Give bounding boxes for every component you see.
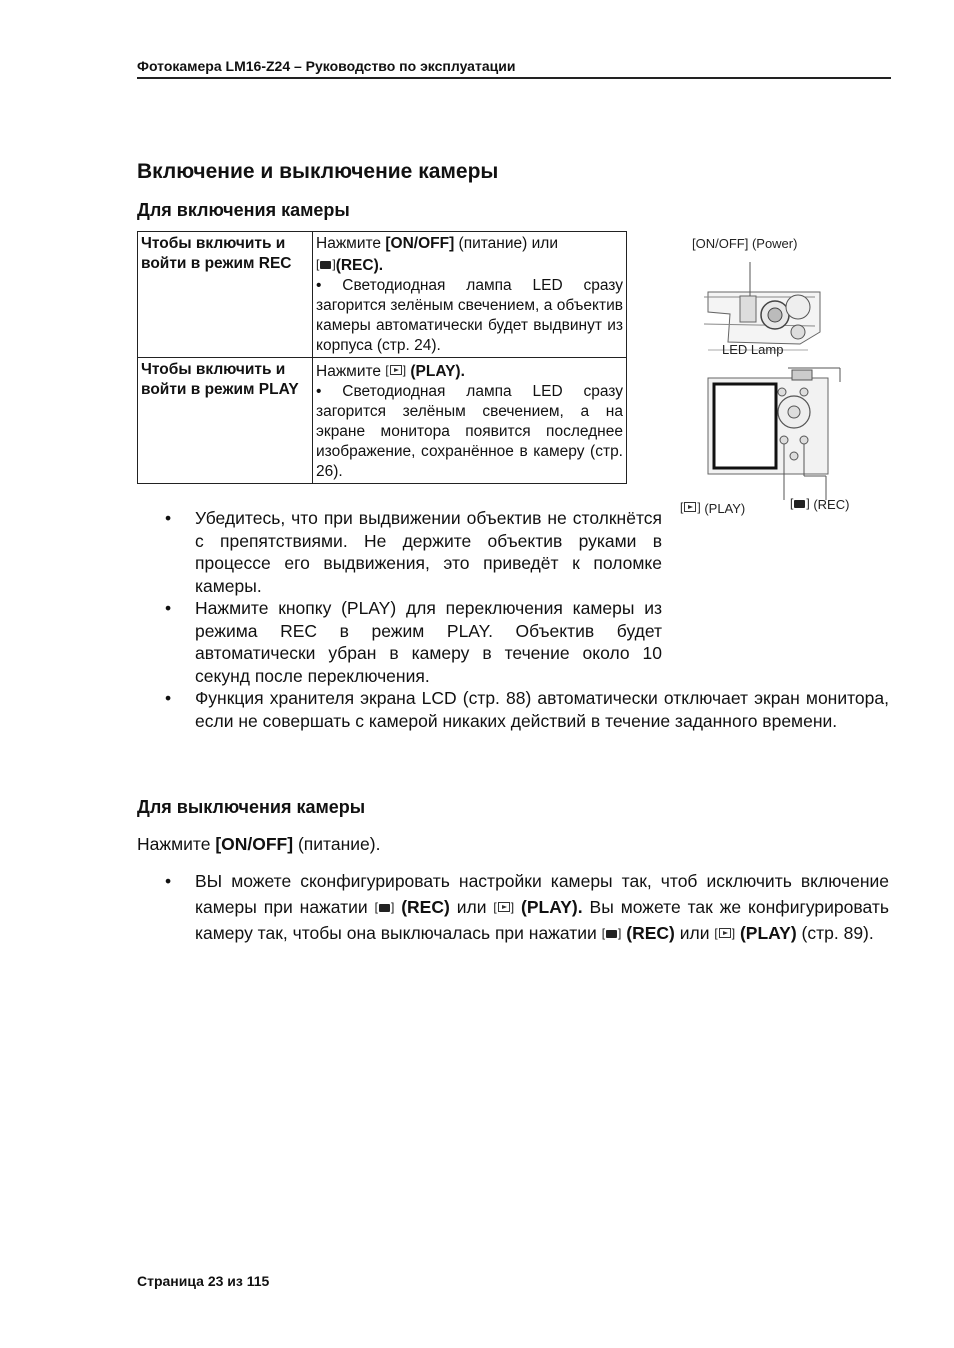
mode-label-rec: Чтобы включить и войти в режим REC xyxy=(138,232,313,358)
power-off-notes xyxy=(165,868,889,946)
list-item: • Функция хранителя экрана LCD (стр. 88) автоматически отключает экран монитора, если не совершать с камерой никаких действий в течение заданного времени. xyxy=(165,687,889,732)
list-item: • ВЫ можете сконфигурировать настройки камеры так, чтоб исключить включение камеры при нажатии [ ] (REC) или [ ] (PLAY). Вы можете так же конфигурировать камеру так, чтобы она выключалась при нажатии [ ] (REC) или [ ] (PLAY) (стр. 89). xyxy=(165,868,889,946)
power-off-instruction: Нажмите [ON/OFF] (питание). xyxy=(137,834,381,854)
camera-icon xyxy=(606,930,617,938)
mode-detail-play: • Светодиодная лампа LED сразу загорится зелёным свечением, а на экране монитора появится последнее изображение, сохранённое в камеру (стр. 26). xyxy=(316,383,623,480)
playback-icon xyxy=(719,928,731,938)
mode-instructions-play: Нажмите [ ] (PLAY). • Светодиодная лампа LED сразу загорится зелёным свечением, а на экране монитора появится последнее изображение, сохранённое в камеру (стр. 26). xyxy=(313,358,627,484)
mode-table xyxy=(137,231,627,484)
table-row xyxy=(138,358,627,484)
play-button-icon: [ ] xyxy=(385,363,407,377)
play-button-icon: [ ] xyxy=(493,900,515,914)
rec-button-icon: [ ] xyxy=(374,900,395,914)
led-lamp-label: LED Lamp xyxy=(722,342,784,357)
notes-list xyxy=(165,507,662,687)
power-label: [ON/OFF] (Power) xyxy=(692,236,798,251)
camera-icon xyxy=(379,904,390,912)
notes-list-wide xyxy=(165,687,889,732)
playback-icon xyxy=(390,365,402,375)
section-heading-power-off: Для выключения камеры xyxy=(137,797,366,817)
mode-detail-rec: • Светодиодная лампа LED сразу загорится зелёным свечением, а объектив камеры автоматически будет выдвинут из корпуса (стр. 24). xyxy=(316,277,623,354)
camera-drawing xyxy=(680,252,880,522)
page-title: Включение и выключение камеры xyxy=(137,160,499,183)
mode-label-play: Чтобы включить и войти в режим PLAY xyxy=(138,358,313,484)
rec-button-icon: [ ] xyxy=(316,257,336,271)
playback-icon xyxy=(498,902,510,912)
page-number: Страница 23 из 115 xyxy=(137,1273,270,1289)
play-caption: [ ] (PLAY) xyxy=(680,500,746,516)
play-button-icon: [ ] xyxy=(714,926,736,940)
camera-figure xyxy=(680,232,880,522)
rec-caption: [ ] (REC) xyxy=(790,496,850,512)
list-item: • Убедитесь, что при выдвижении объектив не столкнётся с препятствиями. Не держите объектив руками в процессе его выдвижения, это приведёт к поломке камеры. xyxy=(165,507,662,597)
playback-icon xyxy=(684,502,696,512)
mode-instructions-rec: Нажмите [ON/OFF] (питание) или [ ](REC). • Светодиодная лампа LED сразу загорится зелёным свечением, а объектив камеры автоматически будет выдвинут из корпуса (стр. 24). xyxy=(313,232,627,358)
list-item: • Нажмите кнопку (PLAY) для переключения камеры из режима REC в режим PLAY. Объектив будет автоматически убран в камеру в течение около 10 секунд после переключения. xyxy=(165,597,662,687)
table-row xyxy=(138,232,627,358)
section-heading-power-on: Для включения камеры xyxy=(137,200,350,220)
page-header: Фотокамера LM16-Z24 – Руководство по эксплуатации xyxy=(137,58,891,79)
rec-button-icon: [ ] xyxy=(601,926,622,940)
camera-icon xyxy=(320,261,331,269)
camera-icon xyxy=(794,500,805,508)
